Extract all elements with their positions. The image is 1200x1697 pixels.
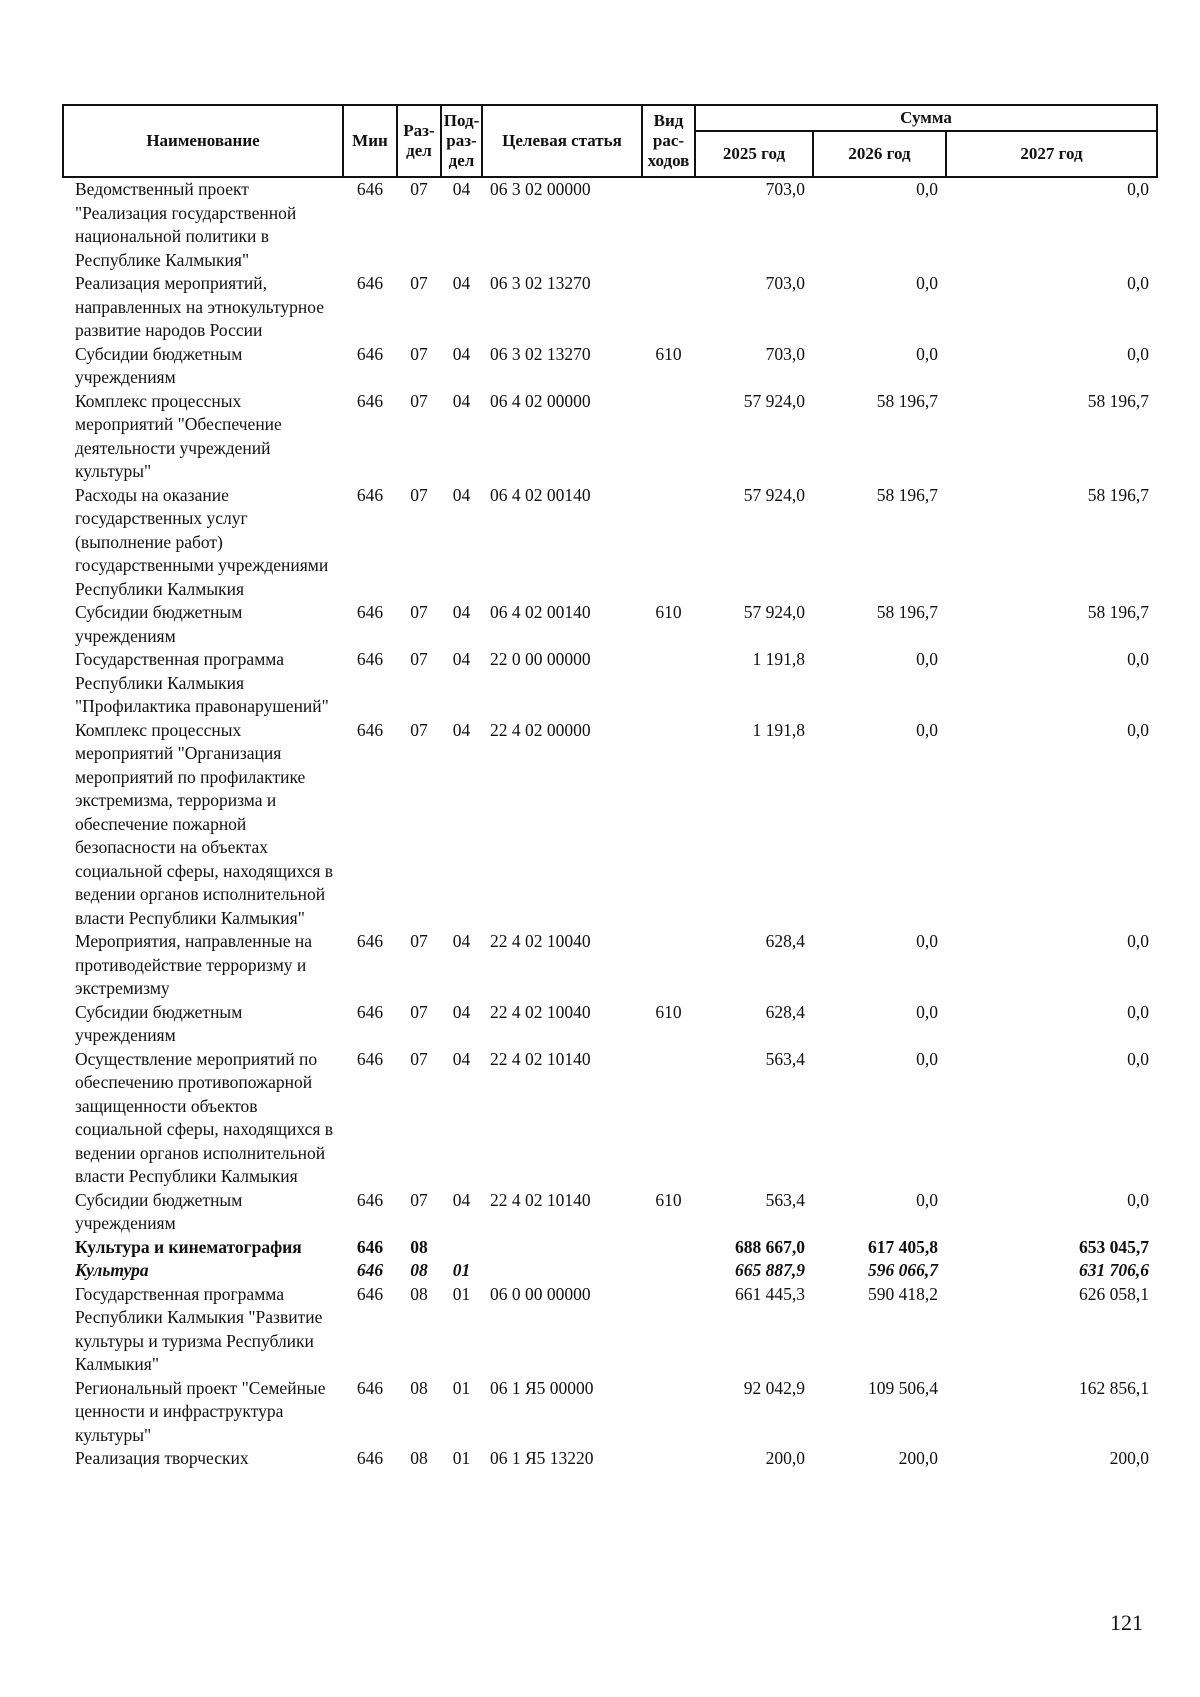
table-row (63, 1236, 1157, 1260)
page-number: 121 (1110, 1610, 1143, 1635)
table-row (63, 1447, 1157, 1471)
row-sum-2027-cell: 58 196,7 (1087, 390, 1150, 411)
row-min-cell: 646 (356, 1236, 384, 1257)
row-sum-2025-cell: 563,4 (765, 1048, 805, 1069)
row-vid-rashodov-cell (642, 177, 695, 272)
row-sum-2026-cell: 0,0 (916, 931, 938, 951)
row-sum-2025-cell: 57 924,0 (743, 390, 805, 411)
row-podrazdel-cell: 04 (452, 1001, 471, 1022)
row-name-cell: Реализация творческих (75, 1448, 249, 1468)
row-sum-2026-cell: 0,0 (916, 1048, 938, 1069)
row-sum-2027-cell: 626 058,1 (1079, 1283, 1150, 1304)
row-sum-2027-cell: 0,0 (1127, 273, 1150, 293)
row-sum-2027-cell: 0,0 (1127, 1189, 1150, 1210)
row-min-cell: 646 (356, 273, 384, 293)
row-name-cell: Реализация мероприятий, направленных на этнокультурное развитие народов России (75, 273, 325, 340)
row-sum-2026-cell: 0,0 (916, 179, 938, 199)
row-vid-rashodov-cell (642, 1048, 695, 1189)
row-sum-2026-cell: 0,0 (916, 343, 938, 364)
row-name-cell: Субсидии бюджетным учреждениям (75, 1001, 243, 1045)
row-tselevaya-statya-cell (482, 1259, 642, 1283)
row-razdel-cell: 08 (410, 1377, 428, 1398)
table-row (63, 1259, 1157, 1283)
row-tselevaya-statya-cell: 06 4 02 00140 (490, 484, 591, 505)
row-podrazdel-cell: 04 (452, 484, 471, 505)
row-name-cell: Комплекс процессных мероприятий "Обеспечение деятельности учреждений культуры" (75, 390, 282, 481)
header-year-2025: 2025 год (695, 131, 813, 177)
row-min-cell: 646 (356, 931, 384, 951)
row-razdel-cell: 07 (410, 343, 428, 364)
row-sum-2027-cell: 0,0 (1127, 649, 1150, 669)
row-tselevaya-statya-cell: 06 4 02 00140 (490, 602, 591, 622)
row-tselevaya-statya-cell: 22 4 02 00000 (490, 719, 591, 740)
row-min-cell: 646 (356, 1048, 384, 1069)
row-sum-2027-cell: 0,0 (1127, 343, 1150, 364)
table-row (63, 390, 1157, 484)
row-vid-rashodov-cell (642, 1447, 695, 1471)
table-row (63, 1283, 1157, 1377)
row-name-cell: Региональный проект "Семейные ценности и инфраструктура культуры" (75, 1377, 326, 1445)
row-razdel-cell: 07 (410, 649, 428, 669)
header-year-2027: 2027 год (946, 131, 1157, 177)
row-tselevaya-statya-cell: 06 3 02 13270 (490, 273, 591, 293)
table-row (63, 1189, 1157, 1236)
row-podrazdel-cell: 04 (452, 179, 471, 199)
row-vid-rashodov-cell: 610 (655, 1189, 682, 1210)
table-row (63, 484, 1157, 602)
row-tselevaya-statya-cell: 22 4 02 10040 (490, 931, 591, 951)
row-vid-rashodov-cell (642, 1377, 695, 1448)
row-sum-2025-cell: 688 667,0 (735, 1236, 805, 1257)
row-razdel-cell: 07 (410, 1048, 428, 1069)
row-razdel-cell: 07 (410, 719, 428, 740)
row-sum-2025-cell: 1 191,8 (752, 649, 805, 669)
row-tselevaya-statya-cell: 06 0 00 00000 (490, 1283, 591, 1304)
row-podrazdel-cell: 04 (452, 719, 471, 740)
row-podrazdel-cell: 04 (452, 602, 471, 622)
row-sum-2025-cell: 665 887,9 (735, 1260, 805, 1280)
row-vid-rashodov-cell: 610 (655, 602, 682, 622)
table-row (63, 177, 1157, 272)
row-sum-2025-cell: 1 191,8 (752, 719, 805, 740)
row-vid-rashodov-cell (642, 484, 695, 602)
row-razdel-cell: 07 (410, 1001, 428, 1022)
row-vid-rashodov-cell (642, 1259, 695, 1283)
row-vid-rashodov-cell: 610 (655, 1001, 682, 1022)
row-sum-2025-cell: 57 924,0 (743, 602, 805, 622)
row-name-cell: Субсидии бюджетным учреждениям (75, 1189, 243, 1233)
row-min-cell: 646 (356, 1448, 384, 1468)
row-sum-2025-cell: 628,4 (765, 1001, 805, 1022)
row-sum-2026-cell: 0,0 (916, 1189, 938, 1210)
row-sum-2026-cell: 58 196,7 (876, 602, 938, 622)
row-name-cell: Расходы на оказание государственных услуг (выполнение работ) государственными учреждениями Республики Калмыкия (75, 484, 329, 599)
row-tselevaya-statya-cell (482, 1236, 642, 1260)
row-name-cell: Ведомственный проект "Реализация государственной национальной политики в Республике Калмыкия" (75, 179, 297, 270)
row-sum-2026-cell: 596 066,7 (868, 1260, 938, 1280)
row-sum-2027-cell: 58 196,7 (1087, 484, 1150, 505)
row-sum-2026-cell: 0,0 (916, 273, 938, 293)
row-sum-2027-cell: 58 196,7 (1087, 602, 1150, 622)
row-name-cell: Культура и кинематография (75, 1236, 302, 1257)
row-vid-rashodov-cell (642, 1236, 695, 1260)
row-min-cell: 646 (356, 649, 384, 669)
row-sum-2026-cell: 0,0 (916, 719, 938, 740)
row-podrazdel-cell: 01 (452, 1448, 471, 1468)
row-min-cell: 646 (356, 1377, 384, 1398)
row-vid-rashodov-cell (642, 1283, 695, 1377)
row-tselevaya-statya-cell: 22 4 02 10140 (490, 1048, 591, 1069)
row-vid-rashodov-cell (642, 930, 695, 1001)
row-min-cell: 646 (356, 390, 384, 411)
row-sum-2025-cell: 661 445,3 (735, 1283, 805, 1304)
header-row-1 (63, 105, 1157, 131)
row-sum-2026-cell: 200,0 (898, 1448, 938, 1468)
row-tselevaya-statya-cell: 22 4 02 10040 (490, 1001, 591, 1022)
row-razdel-cell: 07 (410, 1189, 428, 1210)
row-razdel-cell: 07 (410, 931, 428, 951)
row-min-cell: 646 (356, 484, 384, 505)
row-name-cell: Осуществление мероприятий по обеспечению противопожарной защищенности объектов социальной сферы, находящихся в ведении органов исполнительной власти Республики Калмыкия (75, 1048, 334, 1186)
row-min-cell: 646 (356, 602, 384, 622)
row-podrazdel-cell: 04 (452, 649, 471, 669)
row-name-cell: Субсидии бюджетным учреждениям (75, 343, 243, 387)
table-row (63, 648, 1157, 719)
row-razdel-cell: 07 (410, 179, 428, 199)
row-tselevaya-statya-cell: 06 3 02 00000 (490, 179, 591, 199)
row-sum-2027-cell: 200,0 (1109, 1448, 1150, 1468)
table-row (63, 1048, 1157, 1189)
header-vid-rashodov: Вид рас-ходов (642, 105, 695, 177)
row-name-cell: Субсидии бюджетным учреждениям (75, 602, 243, 646)
row-min-cell: 646 (356, 1189, 384, 1210)
header-podrazdel: Под-раз-дел (441, 105, 482, 177)
row-vid-rashodov-cell: 610 (655, 343, 682, 364)
row-razdel-cell: 08 (410, 1260, 428, 1280)
table-row (63, 343, 1157, 390)
row-sum-2027-cell: 0,0 (1127, 1001, 1150, 1022)
header-name: Наименование (63, 105, 343, 177)
budget-table (62, 104, 1158, 1471)
header-tselevaya-statya: Целевая статья (482, 105, 642, 177)
row-tselevaya-statya-cell: 06 4 02 00000 (490, 390, 591, 411)
row-name-cell: Государственная программа Республики Калмыкия "Развитие культуры и туризма Республики Калмыкия" (75, 1283, 323, 1374)
row-sum-2025-cell: 703,0 (765, 179, 805, 199)
row-sum-2026-cell: 58 196,7 (876, 484, 938, 505)
row-sum-2027-cell: 0,0 (1127, 179, 1150, 199)
row-vid-rashodov-cell (642, 390, 695, 484)
row-min-cell: 646 (356, 1260, 384, 1280)
row-podrazdel-cell: 04 (452, 1048, 471, 1069)
row-sum-2026-cell: 0,0 (916, 1001, 938, 1022)
row-sum-2027-cell: 631 706,6 (1079, 1260, 1150, 1280)
table-row (63, 601, 1157, 648)
table-row (63, 1001, 1157, 1048)
row-razdel-cell: 07 (410, 602, 428, 622)
row-name-cell: Культура (75, 1260, 149, 1280)
row-sum-2026-cell: 617 405,8 (868, 1236, 938, 1257)
row-sum-2025-cell: 92 042,9 (743, 1377, 805, 1398)
row-podrazdel-cell: 01 (452, 1377, 471, 1398)
row-sum-2025-cell: 200,0 (765, 1448, 805, 1468)
row-sum-2026-cell: 590 418,2 (868, 1283, 938, 1304)
row-tselevaya-statya-cell: 22 0 00 00000 (490, 649, 591, 669)
row-tselevaya-statya-cell: 06 3 02 13270 (490, 343, 591, 364)
row-sum-2025-cell: 703,0 (765, 273, 805, 293)
table-row (63, 1377, 1157, 1448)
row-razdel-cell: 07 (410, 390, 428, 411)
row-sum-2027-cell: 0,0 (1127, 931, 1150, 951)
header-min: Мин (343, 105, 397, 177)
row-razdel-cell: 07 (410, 273, 428, 293)
row-sum-2025-cell: 703,0 (765, 343, 805, 364)
row-podrazdel-cell: 04 (452, 931, 471, 951)
row-vid-rashodov-cell (642, 648, 695, 719)
header-razdel: Раз-дел (397, 105, 441, 177)
header-summa: Сумма (695, 105, 1157, 131)
row-podrazdel-cell: 04 (452, 1189, 471, 1210)
row-min-cell: 646 (356, 343, 384, 364)
row-vid-rashodov-cell (642, 272, 695, 343)
row-sum-2027-cell: 0,0 (1127, 719, 1150, 740)
row-name-cell: Государственная программа Республики Калмыкия "Профилактика правонарушений" (75, 649, 329, 716)
row-razdel-cell: 08 (410, 1448, 428, 1468)
row-tselevaya-statya-cell: 06 1 Я5 00000 (490, 1377, 594, 1398)
row-podrazdel-cell: 04 (452, 343, 471, 364)
table-row (63, 272, 1157, 343)
header-year-2026: 2026 год (813, 131, 946, 177)
row-sum-2027-cell: 653 045,7 (1079, 1236, 1150, 1257)
row-name-cell: Мероприятия, направленные на противодействие терроризму и экстремизму (75, 931, 313, 998)
row-razdel-cell: 07 (410, 484, 428, 505)
row-razdel-cell: 08 (410, 1283, 428, 1304)
row-podrazdel-cell: 01 (452, 1260, 471, 1280)
table-row (63, 930, 1157, 1001)
row-podrazdel-cell: 04 (452, 390, 471, 411)
row-min-cell: 646 (356, 719, 384, 740)
row-tselevaya-statya-cell: 06 1 Я5 13220 (490, 1448, 594, 1468)
row-sum-2026-cell: 109 506,4 (868, 1377, 938, 1398)
row-sum-2026-cell: 0,0 (916, 649, 938, 669)
row-sum-2027-cell: 0,0 (1127, 1048, 1150, 1069)
row-sum-2027-cell: 162 856,1 (1079, 1377, 1150, 1398)
row-sum-2026-cell: 58 196,7 (876, 390, 938, 411)
row-podrazdel-cell (441, 1236, 482, 1260)
row-podrazdel-cell: 04 (452, 273, 471, 293)
row-vid-rashodov-cell (642, 719, 695, 931)
row-sum-2025-cell: 628,4 (765, 931, 805, 951)
row-tselevaya-statya-cell: 22 4 02 10140 (490, 1189, 591, 1210)
table-row (63, 719, 1157, 931)
row-razdel-cell: 08 (410, 1236, 428, 1257)
row-min-cell: 646 (356, 179, 384, 199)
row-min-cell: 646 (356, 1001, 384, 1022)
row-min-cell: 646 (356, 1283, 384, 1304)
row-sum-2025-cell: 563,4 (765, 1189, 805, 1210)
row-sum-2025-cell: 57 924,0 (743, 484, 805, 505)
row-name-cell: Комплекс процессных мероприятий "Организация мероприятий по профилактике экстремизма, терроризма и обеспечение пожарной безопасности на объектах социальной сферы, находящихся в ведении органов исполнительной власти Республики Калмыкия" (75, 719, 334, 928)
row-podrazdel-cell: 01 (452, 1283, 471, 1304)
